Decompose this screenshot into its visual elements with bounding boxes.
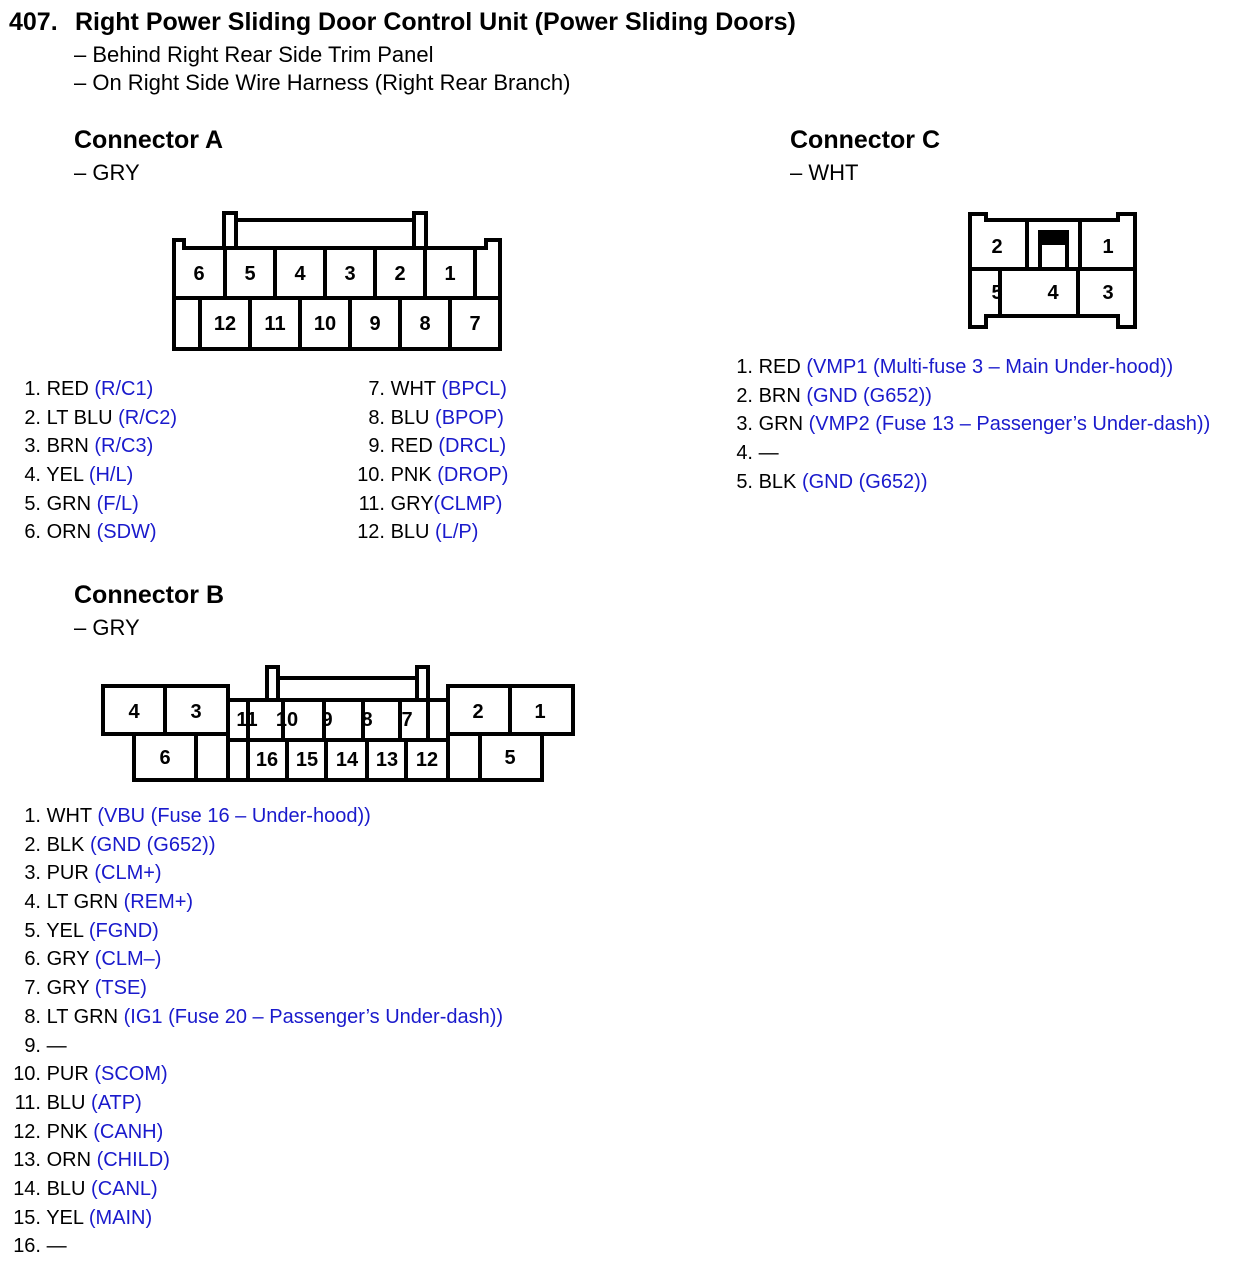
- circuit-name: (CLM–): [94, 948, 162, 971]
- connector-a-cavity-8: 8: [419, 313, 431, 335]
- pin-row: [715, 382, 1210, 411]
- pin-row: [0, 404, 177, 433]
- pin-row: [0, 974, 503, 1003]
- circuit-name: (L/P): [435, 521, 479, 544]
- connector-a-title: Connector A: [74, 126, 224, 154]
- circuit-name: (H/L): [88, 464, 134, 487]
- pin-row: [0, 888, 503, 917]
- circuit-name: (SDW): [96, 521, 157, 544]
- pin-row: [0, 1146, 503, 1175]
- pin-row: [340, 518, 508, 547]
- wire-color: WHT: [46, 805, 92, 827]
- pin-row: [715, 410, 1210, 439]
- pin-row: [340, 461, 508, 490]
- connector-a-pin-list-left: [0, 375, 177, 547]
- pin-number: 3.: [24, 435, 41, 458]
- connector-a-color: – GRY: [74, 160, 140, 185]
- connector-a-cavity-11: 11: [264, 313, 286, 335]
- wire-color: ORN: [46, 1149, 92, 1172]
- circuit-name: (GND (G652)): [806, 384, 932, 407]
- pin-row: [340, 432, 508, 461]
- pin-number: 4.: [736, 442, 753, 465]
- circuit-name: (TSE): [94, 977, 147, 1000]
- pin-row: [0, 1204, 503, 1233]
- pin-number: 4.: [24, 891, 41, 914]
- connector-b-cavity-10: 10: [275, 709, 299, 731]
- circuit-name: (GND (G652)): [801, 470, 928, 493]
- wire-color: LT GRN: [46, 1005, 119, 1028]
- pin-number: 5.: [24, 492, 41, 515]
- connector-b-cavity-11: 11: [236, 709, 258, 731]
- pin-row: [0, 1089, 503, 1118]
- connector-c-diagram: [960, 205, 1150, 335]
- component-title: Right Power Sliding Door Control Unit (Power Sliding Doors): [75, 8, 796, 36]
- pin-row: [0, 518, 177, 547]
- wire-color: BLU: [390, 521, 430, 544]
- circuit-name: (F/L): [96, 492, 139, 515]
- wire-color: —: [46, 1235, 67, 1258]
- pin-row: [340, 375, 508, 404]
- circuit-name: (VMP2 (Fuse 13 – Passenger’s Under-dash)): [808, 413, 1211, 436]
- connector-b-cavity-2: 2: [472, 701, 484, 723]
- connector-c-key: [1039, 230, 1069, 245]
- connector-a-cavity-2: 2: [394, 263, 406, 285]
- pin-number: 8.: [368, 406, 385, 429]
- connector-a-latch: [224, 213, 426, 248]
- connector-b-diagram: [95, 660, 585, 790]
- circuit-name: (CLMP): [433, 492, 503, 515]
- wire-color: BLU: [390, 406, 430, 429]
- pin-number: 9.: [368, 435, 385, 458]
- circuit-name: (IG1 (Fuse 20 – Passenger’s Under-dash)): [123, 1005, 504, 1028]
- wire-color: BRN: [758, 384, 801, 407]
- connector-b-cavity-12: 12: [415, 749, 439, 771]
- wire-color: GRY: [390, 492, 434, 515]
- circuit-name: (DRCL): [438, 435, 507, 458]
- pin-number: 11.: [358, 492, 385, 515]
- pin-number: 6.: [24, 521, 41, 544]
- pin-row: [340, 490, 508, 519]
- pin-number: 10.: [357, 464, 385, 487]
- connector-c-cavity-5: 5: [991, 282, 1003, 304]
- connector-a-diagram: [160, 200, 520, 360]
- pin-number: 1.: [24, 805, 41, 827]
- pin-number: 7.: [24, 977, 41, 1000]
- component-number: 407.: [9, 8, 58, 36]
- wire-color: PNK: [390, 464, 432, 487]
- pin-number: 2.: [736, 384, 753, 407]
- pin-number: 3.: [24, 862, 41, 885]
- wire-color: WHT: [390, 378, 436, 400]
- connector-b-cavity-3: 3: [190, 701, 202, 723]
- connector-b-cavity-7: 7: [401, 709, 413, 731]
- connector-a-pin-list-right: [340, 375, 508, 547]
- circuit-name: (R/C1): [94, 378, 154, 400]
- wire-color: PNK: [46, 1120, 88, 1143]
- pin-row: [340, 404, 508, 433]
- pin-number: 12.: [13, 1120, 41, 1143]
- wire-color: LT GRN: [46, 891, 119, 914]
- circuit-name: (BPCL): [441, 378, 507, 400]
- connector-b-cavity-16: 16: [255, 749, 279, 771]
- pin-row: [0, 1175, 503, 1204]
- circuit-name: (MAIN): [88, 1206, 153, 1229]
- connector-b-pin-list: [0, 802, 503, 1261]
- wire-color: GRN: [758, 413, 804, 436]
- connector-b-title: Connector B: [74, 581, 224, 609]
- connector-b-cavity-13: 13: [375, 749, 399, 771]
- connector-b-cavity-9: 9: [321, 709, 333, 731]
- connector-a-cavity-5: 5: [244, 263, 256, 285]
- circuit-name: (VBU (Fuse 16 – Under-hood)): [97, 805, 371, 827]
- pin-number: 10.: [13, 1063, 41, 1086]
- pin-row: [0, 1232, 503, 1261]
- pin-row: [0, 1118, 503, 1147]
- location-line-1: – Behind Right Rear Side Trim Panel: [74, 42, 434, 67]
- circuit-name: (CANL): [91, 1177, 158, 1200]
- pin-row: [0, 1003, 503, 1032]
- pin-number: 4.: [24, 464, 41, 487]
- circuit-name: (CANH): [93, 1120, 164, 1143]
- pin-number: 15.: [13, 1206, 41, 1229]
- connector-b-latch: [267, 667, 428, 700]
- pin-number: 9.: [24, 1034, 41, 1057]
- pin-number: 8.: [24, 1005, 41, 1028]
- connector-c-cavity-1: 1: [1102, 236, 1114, 258]
- connector-b-cavity-14: 14: [335, 749, 359, 771]
- connector-a-cavity-9: 9: [369, 313, 381, 335]
- wire-color: PUR: [46, 1063, 89, 1086]
- connector-c-cavity-3: 3: [1102, 282, 1114, 304]
- connector-b-cavity-4: 4: [128, 701, 140, 723]
- location-line-2: – On Right Side Wire Harness (Right Rear Branch): [74, 70, 571, 95]
- wire-color: RED: [390, 435, 433, 458]
- wire-color: PUR: [46, 862, 89, 885]
- connector-b-cavity-1: 1: [534, 701, 546, 723]
- pin-row: [715, 439, 1210, 468]
- connector-c-title: Connector C: [790, 126, 940, 154]
- pin-row: [0, 802, 503, 831]
- pin-number: 2.: [24, 833, 41, 856]
- pin-number: 3.: [736, 413, 753, 436]
- wire-color: LT BLU: [46, 406, 113, 429]
- connector-a-cavity-1: 1: [444, 263, 456, 285]
- connector-b-cavity-8: 8: [361, 709, 373, 731]
- circuit-name: (R/C2): [118, 406, 177, 429]
- pin-row: [715, 468, 1210, 497]
- connector-a-cavity-10: 10: [313, 313, 337, 335]
- connector-b-color: – GRY: [74, 615, 140, 640]
- wire-color: ORN: [46, 521, 92, 544]
- wire-color: YEL: [46, 464, 84, 487]
- connector-c-cavity-2: 2: [991, 236, 1003, 258]
- pin-row: [0, 859, 503, 888]
- connector-a-cavity-3: 3: [344, 263, 356, 285]
- pin-number: 1.: [24, 378, 41, 400]
- connector-a-cavity-6: 6: [193, 263, 205, 285]
- circuit-name: (CLM+): [94, 862, 162, 885]
- pin-number: 12.: [357, 521, 385, 544]
- wire-color: RED: [46, 378, 89, 400]
- connector-a-cavity-12: 12: [213, 313, 237, 335]
- connector-c-pin-list: [715, 353, 1210, 496]
- connector-a-cavity-4: 4: [294, 263, 306, 285]
- pin-number: 14.: [13, 1177, 41, 1200]
- wire-color: YEL: [46, 1206, 84, 1229]
- pin-row: [0, 432, 177, 461]
- pin-number: 13.: [13, 1149, 41, 1172]
- pin-row: [0, 490, 177, 519]
- page-title: [9, 8, 796, 37]
- circuit-name: (DROP): [437, 464, 509, 487]
- wire-color: GRN: [46, 492, 92, 515]
- connector-c-color: – WHT: [790, 160, 859, 185]
- pin-row: [0, 461, 177, 490]
- connector-a-cavity-7: 7: [469, 313, 481, 335]
- connector-b-cavity-15: 15: [295, 749, 319, 771]
- connector-b-cavity-6: 6: [159, 747, 171, 769]
- connector-b-cavity-5: 5: [504, 747, 516, 769]
- circuit-name: (ATP): [91, 1091, 142, 1114]
- wire-color: RED: [758, 356, 801, 378]
- pin-number: 11.: [14, 1091, 41, 1114]
- pin-row: [0, 945, 503, 974]
- connector-c-cavity-4: 4: [1047, 282, 1059, 304]
- pin-row: [0, 375, 177, 404]
- circuit-name: (FGND): [88, 919, 159, 942]
- pin-row: [0, 831, 503, 860]
- pin-row: [715, 353, 1210, 382]
- circuit-name: (CHILD): [96, 1149, 170, 1172]
- wire-color: BLU: [46, 1177, 86, 1200]
- circuit-name: (REM+): [123, 891, 194, 914]
- wire-color: BLU: [46, 1091, 86, 1114]
- pin-number: 16.: [13, 1235, 41, 1258]
- pin-number: 2.: [24, 406, 41, 429]
- wire-color: BLK: [758, 470, 797, 493]
- pin-number: 7.: [368, 378, 385, 400]
- wire-color: —: [46, 1034, 67, 1057]
- pin-row: [0, 917, 503, 946]
- circuit-name: (BPOP): [435, 406, 504, 429]
- pin-number: 5.: [24, 919, 41, 942]
- wire-color: YEL: [46, 919, 84, 942]
- wire-color: GRY: [46, 948, 90, 971]
- pin-row: [0, 1060, 503, 1089]
- wire-color: —: [758, 442, 779, 465]
- circuit-name: (VMP1 (Multi-fuse 3 – Main Under-hood)): [806, 356, 1174, 378]
- pin-row: [0, 1032, 503, 1061]
- circuit-name: (SCOM): [94, 1063, 168, 1086]
- pin-number: 5.: [736, 470, 753, 493]
- circuit-name: (R/C3): [94, 435, 154, 458]
- pin-number: 1.: [736, 356, 753, 378]
- wire-color: BLK: [46, 833, 85, 856]
- wire-color: BRN: [46, 435, 89, 458]
- wire-color: GRY: [46, 977, 90, 1000]
- circuit-name: (GND (G652)): [89, 833, 216, 856]
- pin-number: 6.: [24, 948, 41, 971]
